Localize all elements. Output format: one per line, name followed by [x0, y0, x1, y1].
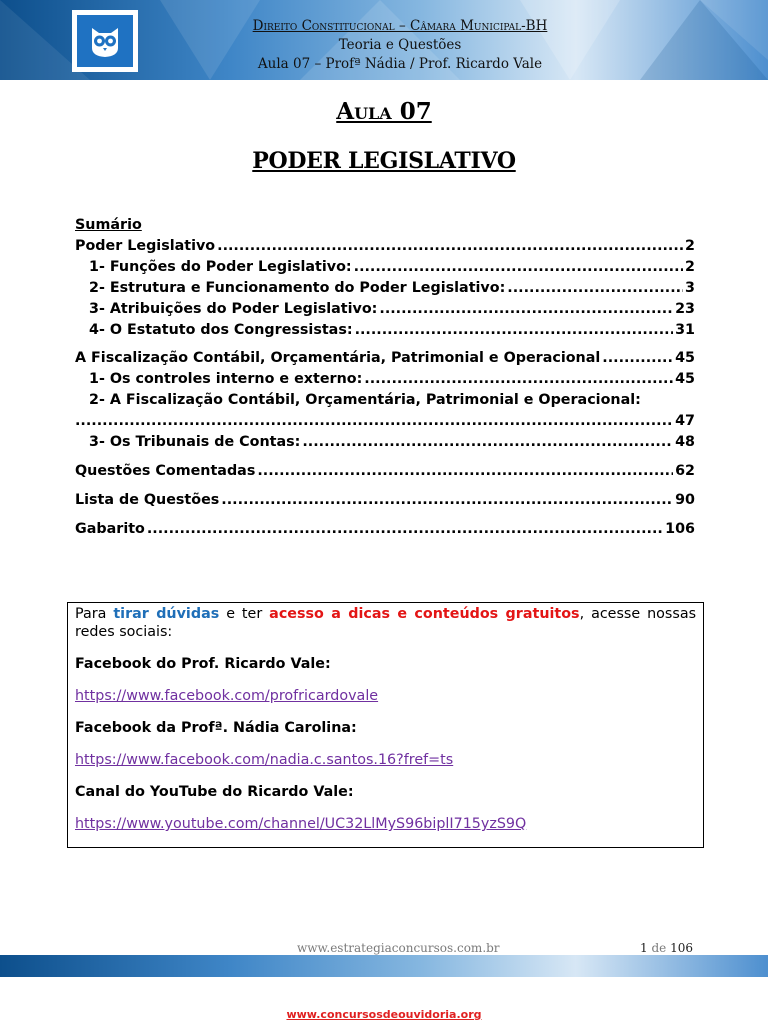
- course-title: Direito Constitucional – Câmara Municipal-BH: [252, 18, 548, 34]
- toc-entry-label: 2- A Fiscalização Contábil, Orçamentária, Patrimonial e Operacional:: [89, 392, 641, 408]
- owl-logo-icon: [86, 22, 124, 60]
- facebook-ricardo-link[interactable]: https://www.facebook.com/profricardovale: [75, 688, 379, 704]
- toc-entry-label: 3- Atribuições do Poder Legislativo:: [89, 301, 378, 317]
- toc-heading: Sumário: [75, 217, 142, 233]
- footer-url[interactable]: www.estrategiaconcursos.com.br: [297, 941, 500, 955]
- toc-leader-dots: [221, 490, 673, 511]
- toc-entry-page: 45: [675, 371, 695, 387]
- toc-entry[interactable]: [75, 348, 695, 369]
- toc-entry[interactable]: [75, 461, 695, 482]
- toc-entry[interactable]: [75, 369, 695, 390]
- toc-entry-page: 2: [685, 259, 695, 275]
- highlight-blue: tirar dúvidas: [113, 606, 220, 622]
- toc-entry-continuation[interactable]: [75, 411, 695, 432]
- table-of-contents: [75, 214, 695, 540]
- toc-leader-dots: [507, 278, 683, 299]
- toc-entry-page: 3: [685, 280, 695, 296]
- toc-entry[interactable]: [75, 390, 695, 411]
- toc-entry-label: Lista de Questões: [75, 492, 220, 508]
- toc-leader-dots: [379, 299, 673, 320]
- toc-entry[interactable]: [75, 320, 695, 341]
- toc-entry[interactable]: [75, 432, 695, 453]
- toc-entry-page: 62: [675, 463, 695, 479]
- toc-entry-label: 2- Estrutura e Funcionamento do Poder Legislativo:: [89, 280, 506, 296]
- toc-entry[interactable]: [75, 278, 695, 299]
- toc-leader-dots: [217, 236, 683, 257]
- highlight-red: acesso a dicas e conteúdos gratuitos: [269, 606, 580, 622]
- toc-leader-dots: [75, 411, 673, 432]
- youtube-channel-link[interactable]: https://www.youtube.com/channel/UC32LlMyS96biplI715yzS9Q: [75, 816, 527, 832]
- page-title: PODER LEGISLATIVO: [252, 148, 516, 174]
- toc-entry-page: 45: [675, 350, 695, 366]
- toc-leader-dots: [302, 432, 673, 453]
- toc-entry-page: 48: [675, 434, 695, 450]
- course-subtitle: Teoria e Questões: [338, 37, 462, 53]
- toc-leader-dots: [257, 461, 673, 482]
- facebook-nadia-link[interactable]: https://www.facebook.com/nadia.c.santos.16?fref=ts: [75, 752, 454, 768]
- toc-leader-dots: [602, 348, 673, 369]
- page-current: 1: [640, 941, 648, 955]
- toc-entry-page: 47: [675, 413, 695, 429]
- toc-leader-dots: [147, 519, 663, 540]
- toc-entry-label: Poder Legislativo: [75, 238, 216, 254]
- watermark-link[interactable]: www.concursosdeouvidoria.org: [286, 1008, 482, 1021]
- lesson-title: Aula 07: [336, 98, 432, 125]
- facebook-nadia-label: Facebook da Profª. Nádia Carolina:: [75, 720, 357, 736]
- page-total: 106: [670, 941, 693, 955]
- toc-entry-label: A Fiscalização Contábil, Orçamentária, Patrimonial e Operacional: [75, 350, 601, 366]
- toc-entry-page: 23: [675, 301, 695, 317]
- logo[interactable]: [72, 10, 138, 72]
- page-of: de: [651, 941, 667, 955]
- toc-entry[interactable]: [75, 257, 695, 278]
- toc-entry[interactable]: [75, 299, 695, 320]
- toc-entry-page: 90: [675, 492, 695, 508]
- social-intro-text: Para tirar dúvidas e ter acesso a dicas e conteúdos gratuitos, acesse nossas redes sociais:: [75, 606, 697, 640]
- youtube-channel-label: Canal do YouTube do Ricardo Vale:: [75, 784, 354, 800]
- toc-entry-label: 4- O Estatuto dos Congressistas:: [89, 322, 353, 338]
- facebook-ricardo-label: Facebook do Prof. Ricardo Vale:: [75, 656, 331, 672]
- toc-leader-dots: [354, 257, 683, 278]
- toc-entry-label: 1- Os controles interno e externo:: [89, 371, 363, 387]
- page-number: [640, 941, 693, 955]
- toc-entry-page: 106: [665, 521, 695, 537]
- toc-entry-label: Questões Comentadas: [75, 463, 256, 479]
- header-text: [200, 16, 600, 74]
- toc-leader-dots: [355, 320, 674, 341]
- social-media-box: [67, 602, 704, 848]
- toc-entry-page: 2: [685, 238, 695, 254]
- toc-entry[interactable]: [75, 490, 695, 511]
- footer-band: [0, 955, 768, 977]
- header-banner: [0, 0, 768, 80]
- toc-entry-label: 3- Os Tribunais de Contas:: [89, 434, 301, 450]
- toc-entry[interactable]: [75, 236, 695, 257]
- toc-entry[interactable]: [75, 519, 695, 540]
- toc-entry-page: 31: [675, 322, 695, 338]
- toc-leader-dots: [364, 369, 673, 390]
- toc-entry-label: 1- Funções do Poder Legislativo:: [89, 259, 352, 275]
- toc-entry-label: Gabarito: [75, 521, 145, 537]
- lesson-teachers: Aula 07 – Profª Nádia / Prof. Ricardo Vale: [257, 56, 543, 72]
